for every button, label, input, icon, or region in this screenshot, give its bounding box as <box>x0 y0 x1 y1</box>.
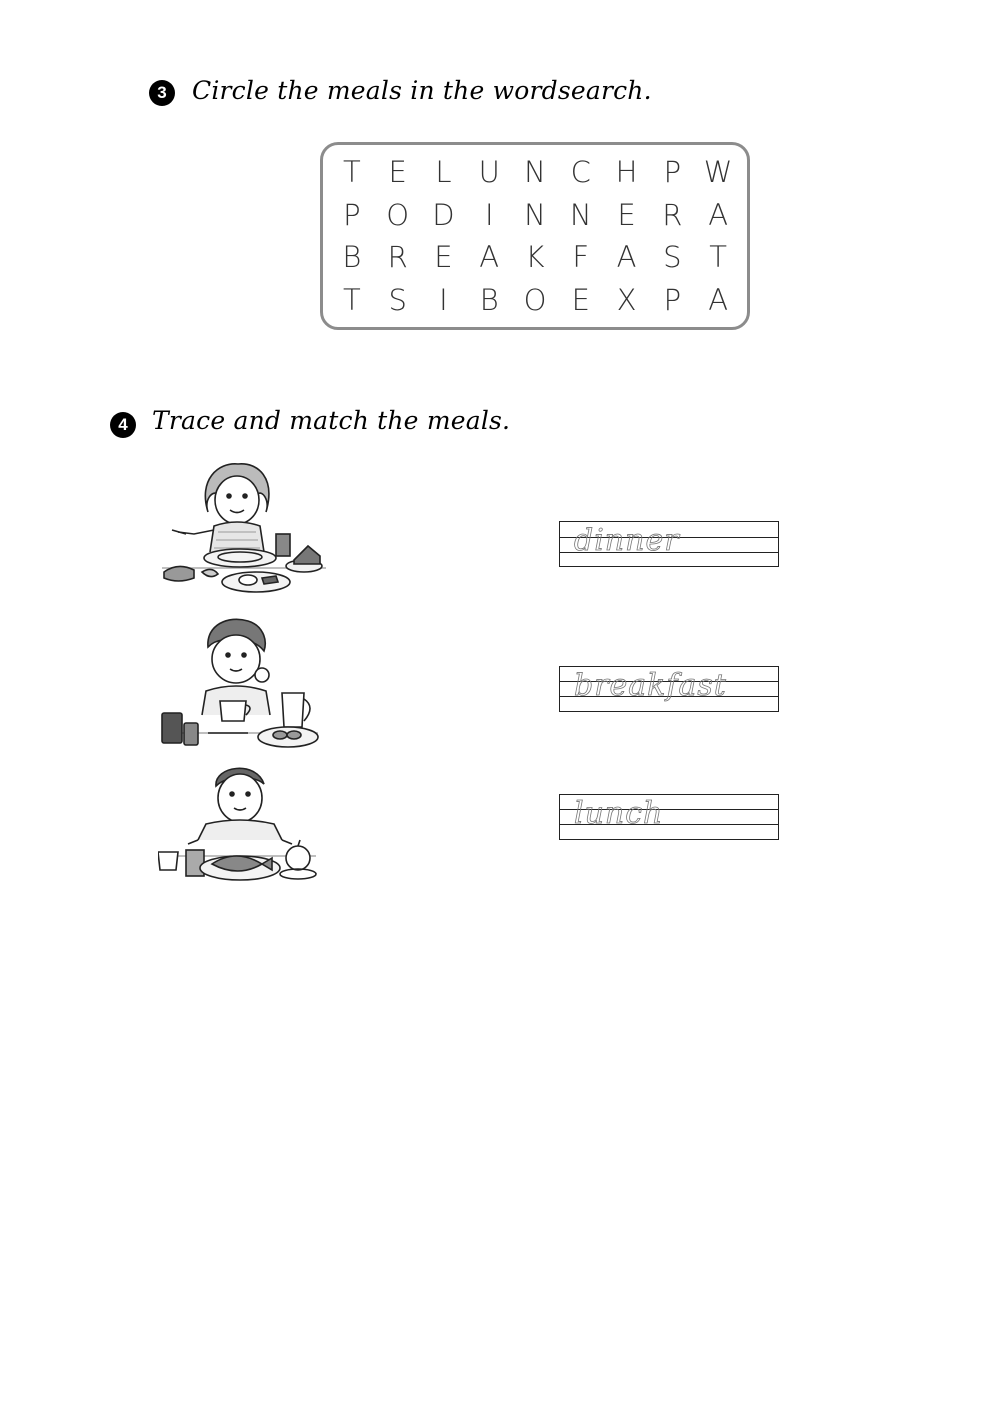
wordsearch-letter[interactable]: B <box>479 282 499 317</box>
wordsearch-letter[interactable]: I <box>439 282 448 317</box>
trace-word-lunch[interactable] <box>559 794 779 840</box>
wordsearch-letter[interactable]: R <box>662 197 683 232</box>
wordsearch-letter[interactable]: O <box>386 197 410 232</box>
wordsearch-letter[interactable]: O <box>523 282 547 317</box>
exercise-4-instruction: Trace and match the meals. <box>152 406 511 435</box>
trace-word-text: breakfast <box>574 668 727 703</box>
trace-word-dinner[interactable] <box>559 521 779 567</box>
wordsearch-letter[interactable]: H <box>615 155 638 190</box>
wordsearch-letter[interactable]: X <box>616 282 637 317</box>
wordsearch-letter[interactable]: B <box>342 240 362 275</box>
wordsearch-letter[interactable]: A <box>616 240 637 275</box>
exercise-4-number-badge: 4 <box>110 412 136 438</box>
wordsearch-letter[interactable]: I <box>484 197 494 232</box>
wordsearch-letter[interactable]: A <box>708 197 729 232</box>
wordsearch-letter[interactable]: W <box>703 155 733 190</box>
wordsearch-letter[interactable]: A <box>708 282 729 317</box>
exercise-3-instruction: Circle the meals in the wordsearch. <box>192 76 652 105</box>
boy-eating-breakfast-icon[interactable] <box>158 615 324 755</box>
wordsearch-letter[interactable]: T <box>709 240 727 275</box>
wordsearch-letter[interactable]: E <box>571 282 590 317</box>
wordsearch-letter[interactable]: K <box>525 240 545 275</box>
wordsearch-letter[interactable]: P <box>663 282 682 317</box>
wordsearch-letter[interactable]: E <box>617 197 636 232</box>
trace-word-breakfast[interactable] <box>559 666 779 712</box>
wordsearch-letter[interactable]: P <box>663 155 682 190</box>
wordsearch-letter[interactable]: S <box>388 282 407 317</box>
wordsearch-letter[interactable]: F <box>572 240 590 275</box>
wordsearch-letter[interactable]: N <box>569 197 592 232</box>
wordsearch-letter[interactable]: N <box>524 197 546 232</box>
wordsearch-letter[interactable]: R <box>387 240 408 275</box>
wordsearch-letter[interactable]: P <box>343 197 361 232</box>
trace-word-text: dinner <box>574 523 680 558</box>
wordsearch-letter[interactable]: D <box>432 197 455 232</box>
wordsearch-letter[interactable]: S <box>663 240 682 275</box>
wordsearch-letter[interactable]: L <box>435 155 452 190</box>
wordsearch-box <box>320 142 750 330</box>
wordsearch-letter[interactable]: E <box>434 240 453 275</box>
wordsearch-letter[interactable]: E <box>388 155 407 190</box>
wordsearch-letter[interactable]: T <box>343 155 361 190</box>
wordsearch-letter[interactable]: T <box>343 282 361 317</box>
boy-eating-lunch-icon[interactable] <box>158 760 320 888</box>
wordsearch-letter[interactable]: N <box>524 155 546 190</box>
wordsearch-letter[interactable]: C <box>570 155 591 190</box>
exercise-3-number-badge: 3 <box>149 80 175 106</box>
trace-word-text: lunch <box>574 796 664 831</box>
wordsearch-letter[interactable]: U <box>478 155 500 190</box>
girl-eating-dinner-icon[interactable] <box>158 460 330 598</box>
wordsearch-letter[interactable]: A <box>479 240 500 275</box>
wordsearch-grid <box>329 151 741 321</box>
